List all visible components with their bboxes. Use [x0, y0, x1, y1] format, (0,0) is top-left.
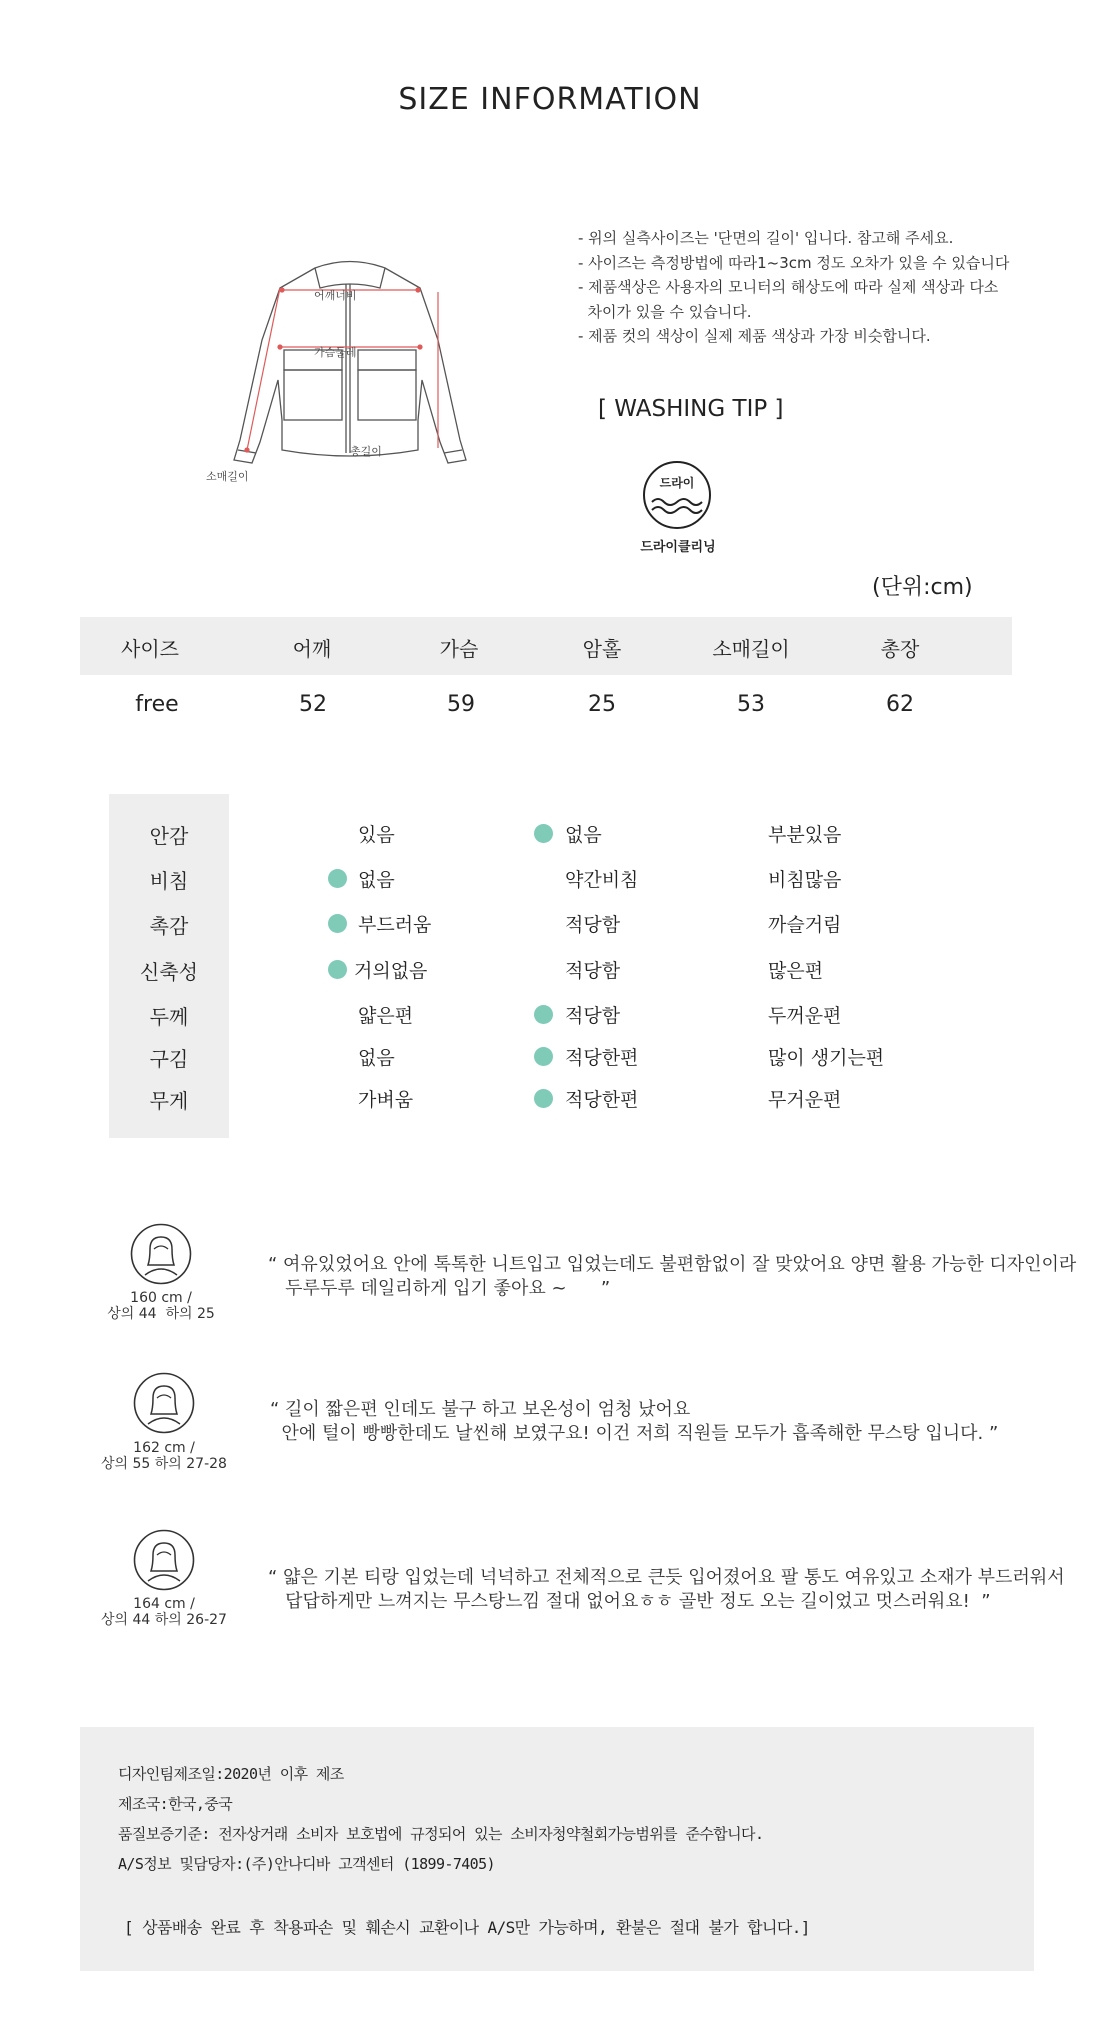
diagram-label-shoulder: 어깨너비	[314, 289, 357, 302]
fabric-option: 얇은편	[358, 1005, 414, 1027]
fabric-option: 없음	[358, 869, 395, 891]
size-notes	[578, 226, 1009, 349]
review-avatar	[133, 1372, 195, 1438]
fabric-option: 많이 생기는편	[768, 1047, 885, 1069]
fabric-option: 적당함	[565, 1005, 621, 1027]
review-sizes: 상의 44 하의 25	[107, 1306, 215, 1322]
fabric-row-label: 두께	[149, 1005, 189, 1029]
fabric-option: 적당한편	[565, 1089, 639, 1111]
review-line: “ 여유있었어요 안에 톡톡한 니트입고 입었는데도 불편함없이 잘 맞았어요 양면 활용 가능한 디자인이라	[268, 1254, 1077, 1275]
fabric-row-label: 촉감	[149, 914, 189, 938]
selected-indicator-dot	[534, 824, 553, 843]
note-line: - 제품색상은 사용자의 모니터의 해상도에 따라 실제 색상과 다소	[578, 278, 999, 296]
value-armhole: 25	[588, 692, 616, 717]
header-armhole: 암홀	[582, 637, 622, 661]
header-sleeve: 소매길이	[712, 637, 790, 661]
review-caption	[81, 1290, 241, 1322]
refund-notice: [ 상품배송 완료 후 착용파손 및 훼손시 교환이나 A/S만 가능하며, 환불은 절대 불가 합니다.]	[124, 1918, 810, 1937]
review-line: 두루두루 데일리하게 입기 좋아요 ~ ”	[268, 1278, 611, 1299]
size-table-header	[80, 617, 1012, 675]
fabric-row-label: 신축성	[140, 960, 198, 984]
note-line: - 제품 컷의 색상이 실제 제품 색상과 가장 비슷합니다.	[578, 327, 931, 345]
selected-indicator-dot	[328, 869, 347, 888]
header-length: 총장	[880, 637, 920, 661]
header-size: 사이즈	[121, 637, 179, 661]
diagram-label-sleeve: 소매길이	[206, 470, 249, 483]
size-table-row	[80, 690, 1012, 730]
fabric-option: 없음	[565, 824, 602, 846]
fabric-option: 무거운편	[768, 1089, 842, 1111]
value-size: free	[135, 692, 179, 717]
fabric-row-label: 무게	[149, 1089, 189, 1113]
selected-indicator-dot	[534, 1089, 553, 1108]
review-line: “ 길이 짧은편 인데도 불구 하고 보온성이 엄청 났어요	[270, 1399, 691, 1420]
note-line: - 사이즈는 측정방법에 따라1~3cm 정도 오차가 있을 수 있습니다	[578, 253, 1010, 272]
value-length: 62	[886, 692, 914, 717]
note-line: - 위의 실측사이즈는 '단면의 길이' 입니다. 참고해 주세요.	[578, 229, 954, 247]
review-avatar	[133, 1529, 195, 1595]
jacket-diagram	[200, 250, 500, 500]
selected-indicator-dot	[534, 1005, 553, 1024]
fabric-option: 있음	[358, 824, 395, 846]
selected-indicator-dot	[328, 914, 347, 933]
fabric-row-label: 비침	[149, 869, 189, 893]
fabric-option: 부드러움	[358, 914, 432, 936]
diagram-label-length: 총길이	[350, 445, 382, 458]
info-manufacture-date: 디자인팀제조일:2020년 이후 제조	[118, 1765, 344, 1783]
fabric-option: 가벼움	[358, 1089, 414, 1111]
review-avatar	[130, 1223, 192, 1289]
washing-tip-title: [ WASHING TIP ]	[598, 396, 784, 422]
woman-avatar-icon	[133, 1372, 195, 1434]
fabric-row-label: 안감	[149, 824, 189, 848]
fabric-option: 적당함	[565, 960, 621, 982]
selected-indicator-dot	[534, 1047, 553, 1066]
review-caption	[84, 1596, 244, 1628]
review-line: 안에 털이 빵빵한데도 날씬해 보였구요! 이건 저희 직원들 모두가 흡족해한 무스탕 입니다. ”	[270, 1423, 999, 1444]
page-title: SIZE INFORMATION	[398, 82, 702, 117]
fabric-option: 많은편	[768, 960, 824, 982]
fabric-row-label: 구김	[149, 1047, 189, 1071]
fabric-option: 비침많음	[768, 869, 842, 891]
dry-clean-label: 드라이클리닝	[640, 540, 716, 555]
woman-avatar-icon	[130, 1223, 192, 1285]
fabric-option: 적당한편	[565, 1047, 639, 1069]
dry-icon-text: 드라이	[659, 476, 695, 490]
header-shoulder: 어깨	[292, 637, 332, 661]
info-as-contact: A/S정보 및담당자:(주)안나디바 고객센터 (1899-7405)	[118, 1855, 495, 1873]
unit-label: (단위:cm)	[872, 575, 973, 600]
info-country: 제조국:한국,중국	[118, 1795, 233, 1813]
fabric-option: 거의없음	[354, 960, 428, 982]
review-height: 160 cm /	[130, 1290, 192, 1306]
review-sizes: 상의 44 하의 26-27	[101, 1612, 227, 1628]
fabric-option: 부분있음	[768, 824, 842, 846]
review-line: 답답하게만 느껴지는 무스탕느낌 절대 없어요ㅎㅎ 골반 정도 오는 길이었고 멋스러워요! ”	[268, 1591, 991, 1612]
value-sleeve: 53	[737, 692, 765, 717]
review-line: “ 얇은 기본 티랑 입었는데 넉넉하고 전체적으로 큰듯 입어졌어요 팔 통도 여유있고 소재가 부드러워서	[268, 1567, 1065, 1588]
value-shoulder: 52	[299, 692, 327, 717]
review-height: 164 cm /	[133, 1596, 195, 1612]
header-chest: 가슴	[439, 637, 479, 661]
selected-indicator-dot	[328, 960, 347, 979]
product-info-box	[80, 1727, 1034, 1971]
diagram-label-chest: 가슴둘레	[314, 346, 357, 359]
review-text	[268, 1253, 1076, 1301]
fabric-option: 까슬거림	[768, 914, 842, 936]
value-chest: 59	[447, 692, 475, 717]
review-sizes: 상의 55 하의 27-28	[101, 1456, 227, 1472]
fabric-option: 두꺼운편	[768, 1005, 842, 1027]
dry-clean-icon	[642, 460, 712, 530]
fabric-option: 적당함	[565, 914, 621, 936]
review-height: 162 cm /	[133, 1440, 195, 1456]
review-caption	[84, 1440, 244, 1472]
woman-avatar-icon	[133, 1529, 195, 1591]
note-line: 차이가 있을 수 있습니다.	[578, 302, 752, 321]
fabric-option: 없음	[358, 1047, 395, 1069]
fabric-option: 약간비침	[565, 869, 639, 891]
review-text	[270, 1398, 998, 1446]
info-warranty: 품질보증기준: 전자상거래 소비자 보호법에 규정되어 있는 소비자청약철회가능범위를 준수합니다.	[118, 1825, 764, 1843]
review-text	[268, 1566, 1065, 1614]
